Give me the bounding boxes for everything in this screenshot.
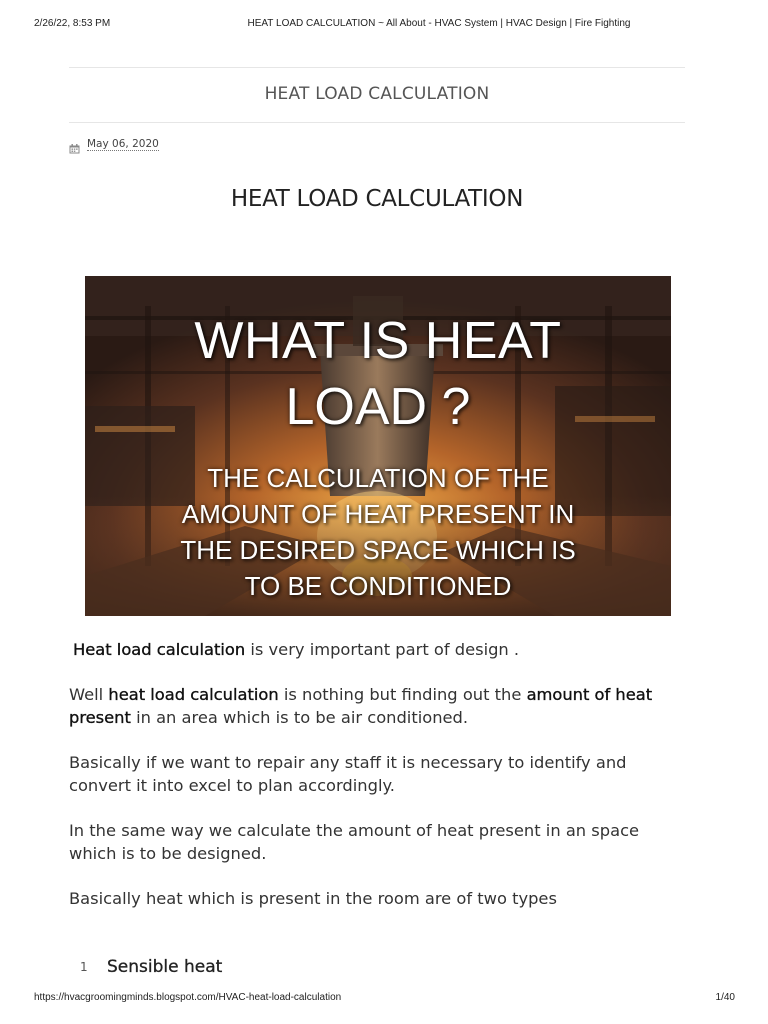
paragraph-3: Basically if we want to repair any staff it is necessary to identify and convert it into excel to plan accordingly. [69,753,627,795]
list-item [80,955,222,979]
divider-top [69,67,685,68]
print-page-title: HEAT LOAD CALCULATION ~ All About - HVAC System | HVAC Design | Fire Fighting [247,18,631,29]
list-item-text: Sensible heat [107,957,223,977]
hero-image-text [85,276,671,616]
paragraph-2-text-a: Well [69,685,109,704]
print-footer [0,992,768,1006]
hero-subtitle-line-1: THE CALCULATION OF THE [207,463,549,493]
paragraph-2-text-c: in an area which is to be air conditioned. [130,708,469,727]
hero-subtitle-line-3: THE DESIRED SPACE WHICH IS [180,535,576,565]
hero-title-line-2: LOAD ? [285,378,471,436]
paragraph-4: In the same way we calculate the amount of heat present in an space which is to be designed. [69,821,640,863]
post-title-bar[interactable]: HEAT LOAD CALCULATION [264,84,490,104]
paragraph-1 [73,638,693,661]
calendar-icon [69,139,80,149]
print-datetime: 2/26/22, 8:53 PM [34,18,111,29]
paragraph-2 [69,683,689,729]
print-page-number: 1/40 [715,992,735,1003]
paragraph-1-bold: Heat load calculation [73,640,246,659]
paragraph-2-bold-1: heat load calculation [108,685,279,704]
paragraph-1-text: is very important part of design . [245,640,520,659]
print-header [0,18,768,32]
paragraph-2-bold-2: amount of heat present [69,685,653,727]
hero-image [85,276,671,616]
post-heading: HEAT LOAD CALCULATION [230,186,524,212]
post-date-link[interactable]: May 06, 2020 [87,137,159,150]
paragraph-5: Basically heat which is present in the room are of two types [69,889,557,908]
paragraph-2-text-b: is nothing but finding out the [278,685,527,704]
hero-title-line-1: WHAT IS HEAT [194,312,562,370]
divider-bottom [69,122,685,123]
post-date-row [69,137,159,151]
hero-subtitle-line-2: AMOUNT OF HEAT PRESENT IN [181,499,575,529]
hero-subtitle-line-4: TO BE CONDITIONED [244,571,512,601]
list-item-number: 1 [80,960,88,974]
print-url: https://hvacgroomingminds.blogspot.com/HVAC-heat-load-calculation [34,992,342,1003]
